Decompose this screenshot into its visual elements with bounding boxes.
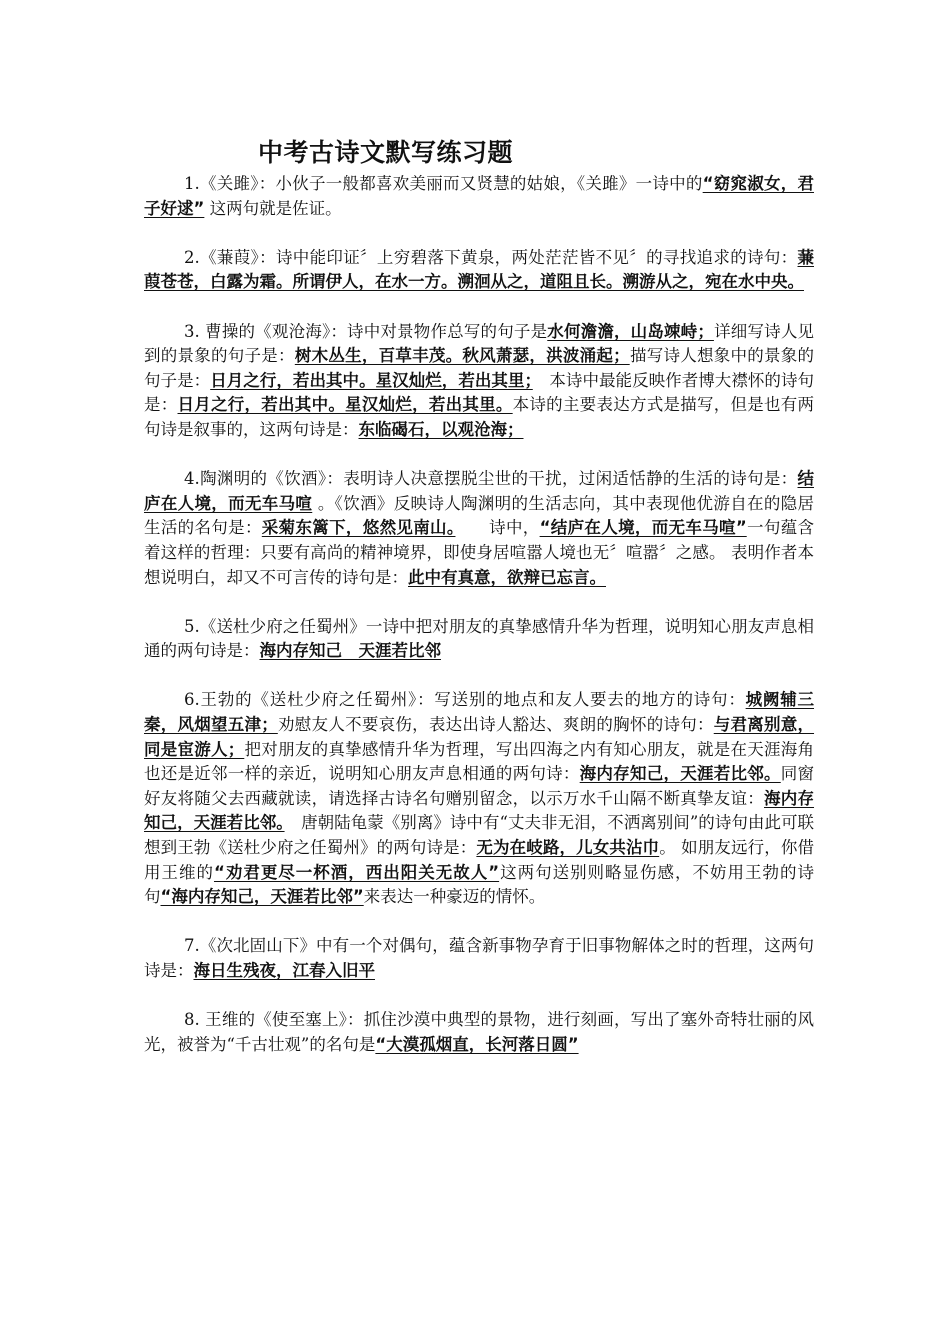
page-title: 中考古诗文默写练习题 bbox=[258, 138, 514, 167]
exercise-item bbox=[144, 615, 814, 664]
answer-text: 无为在岐路，儿女共沾巾 bbox=[476, 838, 660, 858]
question-text: 来表达一种豪迈的情怀。 bbox=[363, 887, 546, 907]
exercise-item bbox=[144, 1008, 814, 1057]
answer-text: “窈窕淑女，君子好逑” bbox=[144, 174, 814, 218]
answer-text: 海内存知己，天涯若比邻。 bbox=[144, 788, 815, 833]
answer-text: 城阙辅三秦，风烟望五津； bbox=[144, 690, 815, 735]
answer-text: “劝君更尽一杯酒，西出阳关无故人” bbox=[213, 862, 500, 882]
question-text: 。《饮酒》反映诗人陶渊明的生活志向，其中表现他优游自在的隐居生活的名句是： bbox=[144, 493, 814, 538]
question-text: 描写诗人想象中的景象的句子是： bbox=[144, 346, 815, 390]
question-text: 8. 王维的《使至塞上》：抓住沙漠中典型的景物，进行刻画，写出了塞外奇特壮丽的风光，被誉为“千古壮观”的名句是 bbox=[144, 1010, 814, 1054]
answer-text: 海内存知己，天涯若比邻。 bbox=[579, 764, 781, 784]
question-text: 6.王勃的《送杜少府之任蜀州》：写送别的地点和友人要去的地方的诗句： bbox=[184, 690, 746, 710]
answer-text: 采菊东篱下，悠然见南山。 bbox=[261, 518, 456, 538]
question-text: 。 如朋友远行，你借用王维的 bbox=[144, 838, 815, 882]
question-text: 详细写诗人见到的景象的句子是： bbox=[144, 321, 815, 366]
question-text: 唐朝陆龟蒙《别离》诗中有“丈夫非无泪，不洒离别间”的诗句由此可联想到王勃《送杜少府之任蜀州》的两句诗是： bbox=[144, 813, 815, 858]
exercise-item bbox=[144, 934, 814, 983]
answer-text: 日月之行，若出其中。星汉灿烂，若出其里； bbox=[210, 370, 533, 390]
question-text: 这两句送别则略显伤感，不妨用王勃的诗句 bbox=[144, 862, 814, 907]
answer-text: 东临碣石，以观沧海； bbox=[358, 419, 524, 439]
exercise-item bbox=[144, 246, 814, 295]
question-text: 一句蕴含着这样的哲理：只要有高尚的精神境界，即使身居喧嚣人境也无〞喧嚣〞之感。 表明作者本想说明白，却又不可言传的诗句是： bbox=[144, 518, 815, 587]
question-text: 1.《关雎》：小伙子一般都喜欢美丽而又贤慧的姑娘，《关雎》一诗中的 bbox=[184, 174, 703, 193]
question-text: 诗中， bbox=[455, 518, 540, 538]
answer-text: 与君离别意，同是宦游人； bbox=[144, 715, 815, 759]
answer-text: “大漠孤烟直，长河落日圆” bbox=[375, 1034, 579, 1054]
question-text: 同窗好友将随父去西藏就读，请选择古诗名句赠别留念，以示万水千山隔不断真挚友谊： bbox=[144, 764, 815, 808]
answer-text: 海内存知己 天涯若比邻 bbox=[259, 641, 441, 661]
answer-text: 海日生残夜，江春入旧平 bbox=[193, 961, 375, 980]
exercise-list bbox=[144, 172, 814, 1082]
answer-text: 树木丛生，百草丰茂。秋风萧瑟，洪波涌起； bbox=[294, 346, 630, 366]
question-text: 3. 曹操的《观沧海》：诗中对景物作总写的句子是 bbox=[184, 321, 548, 341]
exercise-item bbox=[144, 172, 814, 221]
answer-text: 蒹葭苍苍，白露为霜。所谓伊人，在水一方。溯洄从之，道阻且长。溯游从之，宛在水中央。 bbox=[144, 247, 814, 292]
question-text: 4.陶渊明的《饮酒》：表明诗人决意摆脱尘世的干扰，过闲适恬静的生活的诗句是： bbox=[184, 469, 798, 489]
exercise-item bbox=[144, 320, 814, 443]
answer-text: “海内存知己，天涯若比邻” bbox=[160, 887, 364, 907]
question-text: 本诗的主要表达方式是描写，但是也有两句诗是叙事的，这两句诗是： bbox=[144, 395, 815, 439]
question-text: 7.《次北固山下》中有一个对偶句，蕴含新事物孕育于旧事物解体之时的哲理，这两句诗是： bbox=[144, 936, 814, 980]
question-text: 5.《送杜少府之任蜀州》一诗中把对朋友的真挚感情升华为哲理，说明知心朋友声息相通的两句诗是： bbox=[144, 616, 814, 661]
answer-text: “结庐在人境，而无车马喧” bbox=[539, 518, 747, 538]
answer-text: 此中有真意，欲辩已忘言。 bbox=[408, 567, 606, 587]
exercise-item bbox=[144, 467, 814, 590]
question-text: 本诗中最能反映作者博大襟怀的诗句是： bbox=[144, 370, 815, 415]
question-text: 劝慰友人不要哀伤，表达出诗人豁达、爽朗的胸怀的诗句： bbox=[277, 715, 714, 735]
answer-text: 结庐在人境，而无车马喧 bbox=[144, 469, 814, 513]
question-text: 这两句就是佐证。 bbox=[204, 198, 342, 218]
question-text: 把对朋友的真挚感情升华为哲理，写出四海之内有知心朋友，就是在天涯海角也还是近邻一样的亲近，说明知心朋友声息相通的两句诗： bbox=[144, 739, 815, 784]
exercise-item bbox=[144, 688, 814, 909]
question-text: 2.《蒹葭》：诗中能印证〞上穷碧落下黄泉，两处茫茫皆不见〞的寻找追求的诗句： bbox=[184, 247, 798, 267]
answer-text: 日月之行，若出其中。星汉灿烂，若出其里。 bbox=[177, 395, 513, 415]
answer-text: 水何澹澹，山岛竦峙； bbox=[547, 321, 714, 341]
